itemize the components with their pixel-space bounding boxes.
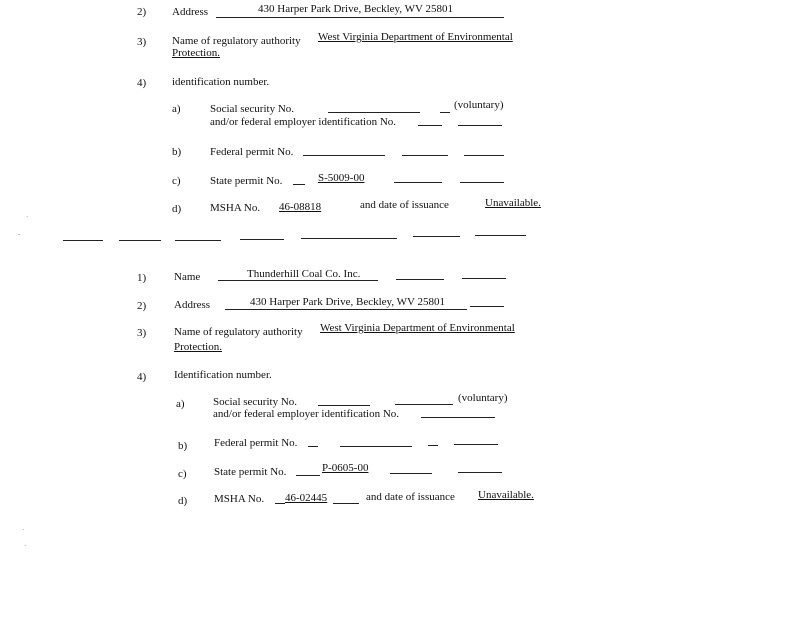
separator-rule <box>301 238 397 239</box>
authority-value: West Virginia Department of Environmental <box>320 322 515 334</box>
state-permit-label: State permit No. <box>210 175 283 187</box>
address-line <box>216 17 504 18</box>
sub-letter: d) <box>178 495 188 507</box>
authority-label: Name of regulatory authority <box>172 35 301 47</box>
address-line <box>225 309 467 310</box>
issuance-label: and date of issuance <box>366 491 455 503</box>
separator-rule <box>240 239 284 240</box>
state-permit-blank <box>296 475 320 476</box>
ssn-blank <box>440 112 450 113</box>
fein-label: and/or federal employer identification No. <box>210 116 397 128</box>
ssn-blank <box>395 404 453 405</box>
fein-blank <box>421 417 495 418</box>
scan-speck: · <box>26 213 29 221</box>
msha-blank <box>333 503 359 504</box>
separator-rule <box>475 235 526 236</box>
item-number: 2) <box>137 300 147 312</box>
federal-permit-blank <box>308 446 318 447</box>
issuance-label: and date of issuance <box>360 199 449 211</box>
state-permit-value: P-0605-00 <box>322 462 369 474</box>
scan-speck: · <box>24 542 27 550</box>
sub-letter: b) <box>172 146 182 158</box>
authority-label: Name of regulatory authority <box>174 326 303 338</box>
name-label: Name <box>174 271 201 283</box>
sub-letter: a) <box>172 103 181 115</box>
msha-label: MSHA No. <box>210 202 261 214</box>
sub-letter: c) <box>178 468 187 480</box>
fein-label: and/or federal employer identification No. <box>213 408 400 420</box>
sub-letter: d) <box>172 203 182 215</box>
item-number: 3) <box>137 36 147 48</box>
state-permit-value: S-5009-00 <box>318 172 365 184</box>
identification-label: identification number. <box>172 76 270 88</box>
federal-permit-label: Federal permit No. <box>214 437 298 449</box>
item-number: 3) <box>137 327 147 339</box>
federal-permit-label: Federal permit No. <box>210 146 294 158</box>
federal-permit-blank <box>454 444 498 445</box>
federal-permit-blank <box>340 446 412 447</box>
msha-value: 46-08818 <box>279 201 322 213</box>
address-label: Address <box>172 6 209 18</box>
authority-value: West Virginia Department of Environmental <box>318 31 513 43</box>
ssn-label: Social security No. <box>210 103 295 115</box>
msha-value: 46-02445 <box>285 492 328 504</box>
state-permit-blank <box>293 184 305 185</box>
separator-rule <box>175 240 221 241</box>
voluntary-note: (voluntary) <box>454 99 504 111</box>
sub-letter: c) <box>172 175 181 187</box>
voluntary-note: (voluntary) <box>458 392 508 404</box>
address-blank <box>470 306 504 307</box>
state-permit-blank <box>390 473 432 474</box>
issuance-value: Unavailable. <box>478 489 534 501</box>
name-blank <box>462 278 506 279</box>
fein-blank <box>418 125 442 126</box>
address-label: Address <box>174 299 211 311</box>
identification-label: Identification number. <box>174 369 272 381</box>
item-number: 2) <box>137 6 147 18</box>
authority-value-cont: Protection. <box>172 47 220 59</box>
federal-permit-blank <box>303 155 385 156</box>
item-number: 1) <box>137 272 147 284</box>
address-value: 430 Harper Park Drive, Beckley, WV 25801 <box>250 296 445 308</box>
state-permit-blank <box>394 182 442 183</box>
address-value: 430 Harper Park Drive, Beckley, WV 25801 <box>258 3 453 15</box>
scan-speck: - <box>18 230 21 238</box>
federal-permit-blank <box>428 445 438 446</box>
issuance-value: Unavailable. <box>485 197 541 209</box>
scan-speck: · <box>22 526 25 534</box>
name-value: Thunderhill Coal Co. Inc. <box>247 268 361 280</box>
sub-letter: a) <box>176 398 185 410</box>
federal-permit-blank <box>464 155 504 156</box>
separator-rule <box>413 236 460 237</box>
ssn-blank <box>318 405 370 406</box>
sub-letter: b) <box>178 440 188 452</box>
separator-rule <box>63 240 103 241</box>
ssn-blank <box>328 112 420 113</box>
msha-label: MSHA No. <box>214 493 265 505</box>
authority-value-cont: Protection. <box>174 341 222 353</box>
separator-rule <box>119 240 161 241</box>
state-permit-label: State permit No. <box>214 466 287 478</box>
state-permit-blank <box>460 182 504 183</box>
fein-blank <box>458 125 502 126</box>
name-blank <box>396 279 444 280</box>
item-number: 4) <box>137 371 147 383</box>
msha-blank <box>275 503 285 504</box>
item-number: 4) <box>137 77 147 89</box>
federal-permit-blank <box>402 155 448 156</box>
state-permit-blank <box>458 472 502 473</box>
ssn-label: Social security No. <box>213 396 298 408</box>
